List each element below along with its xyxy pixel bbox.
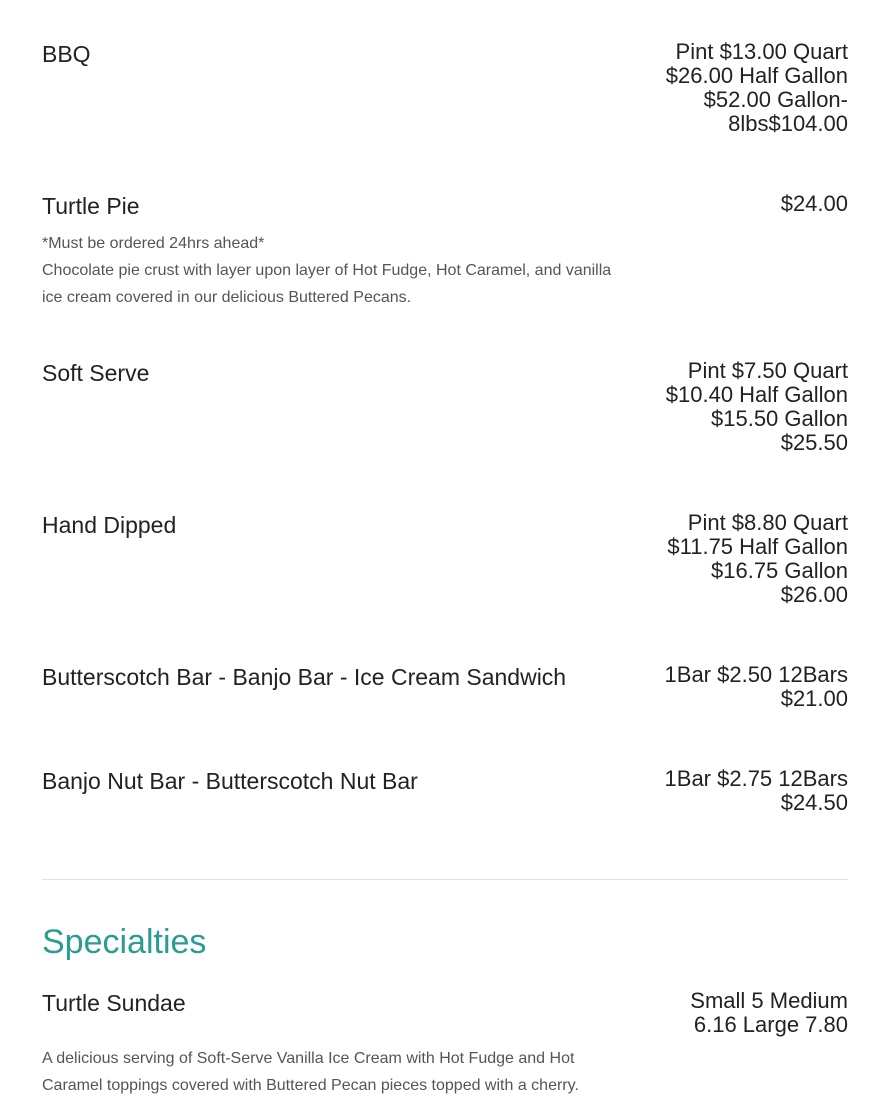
item-price: $24.00	[780, 191, 848, 216]
item-name: Turtle Sundae	[42, 990, 186, 1016]
item-name: BBQ	[42, 41, 91, 67]
item-price: Pint $8.80 Quart $11.75 Half Gallon $16.75 Gallon $26.00	[667, 510, 848, 607]
item-price: Pint $7.50 Quart $10.40 Half Gallon $15.50 Gallon $25.50	[665, 358, 848, 455]
item-price: Small 5 Medium 6.16 Large 7.80	[690, 988, 848, 1037]
item-price: 1Bar $2.50 12Bars $21.00	[664, 662, 848, 711]
item-price: Pint $13.00 Quart $26.00 Half Gallon $52.00 Gallon- 8lbs$104.00	[665, 39, 848, 136]
item-name: Banjo Nut Bar - Butterscotch Nut Bar	[42, 768, 418, 794]
item-name: Soft Serve	[42, 360, 150, 386]
item-description: A delicious serving of Soft-Serve Vanilla Ice Cream with Hot Fudge and Hot Caramel toppings covered with Buttered Pecan pieces topped with a cherry.	[42, 1050, 579, 1094]
item-name: Butterscotch Bar - Banjo Bar - Ice Cream Sandwich	[42, 664, 567, 690]
section-divider	[42, 879, 848, 880]
item-price: 1Bar $2.75 12Bars $24.50	[664, 766, 848, 815]
item-name: Hand Dipped	[42, 512, 177, 538]
item-name: Turtle Pie	[42, 193, 140, 219]
item-order-note: *Must be ordered 24hrs ahead*	[42, 235, 265, 252]
item-description: Chocolate pie crust with layer upon layer of Hot Fudge, Hot Caramel, and vanilla ice cream covered in our delicious Buttered Pecans.	[42, 262, 612, 306]
section-title-specialties: Specialties	[42, 923, 207, 961]
